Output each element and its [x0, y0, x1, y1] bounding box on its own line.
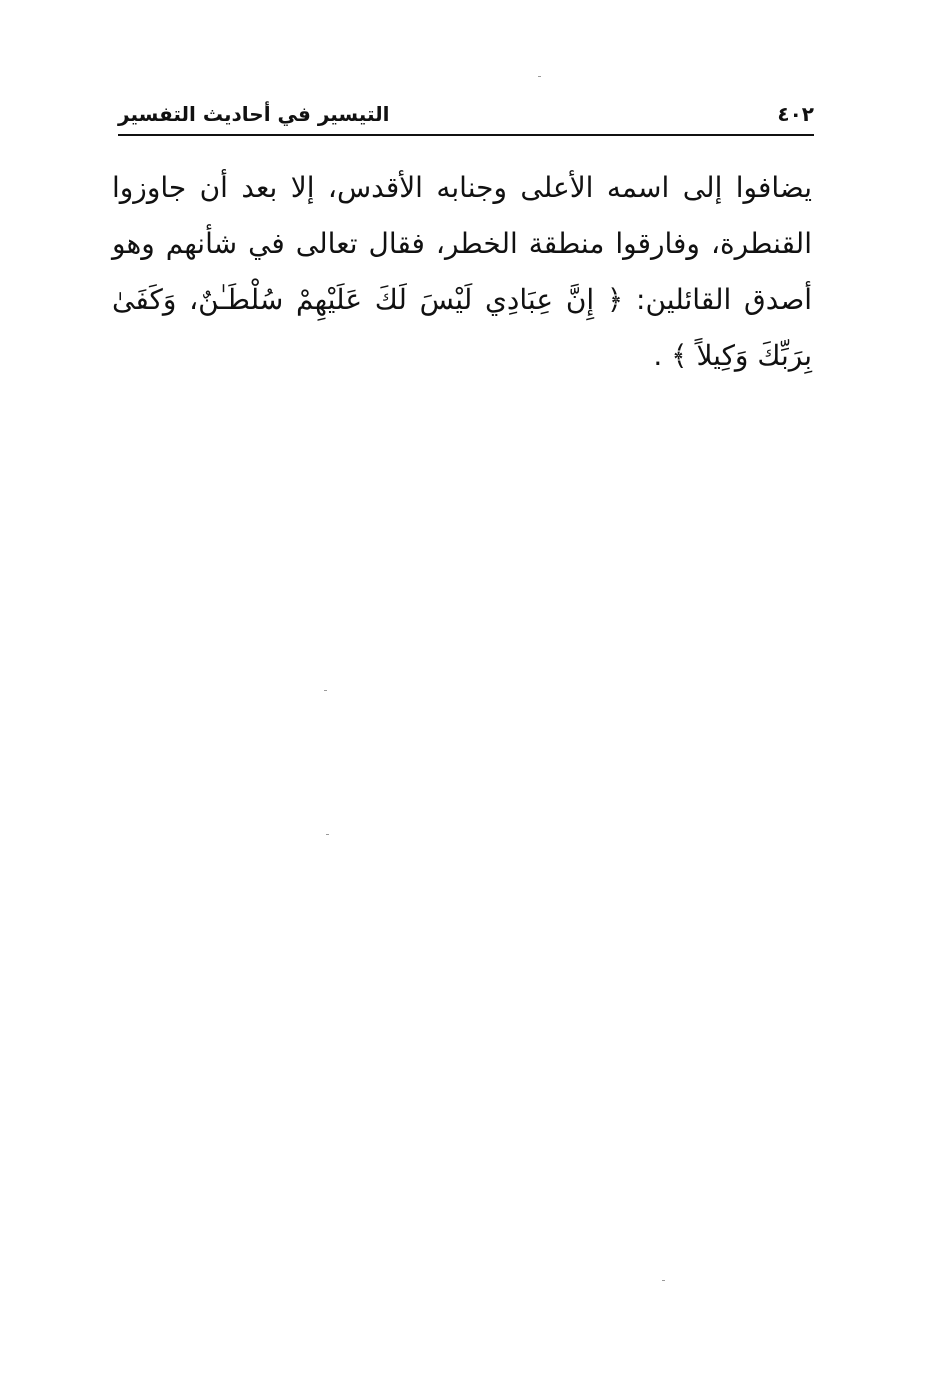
page-number: ٤٠٢	[777, 102, 814, 126]
end-punctuation: .	[653, 339, 672, 372]
prose-text: يضافوا إلى اسمه الأعلى وجنابه الأقدس، إلا بعد أن جاوزوا القنطرة، وفارقوا منطقة الخطر، فقال تعالى في شأنهم وهو أصدق القائلين:	[112, 171, 812, 316]
scan-speck	[324, 690, 327, 691]
scan-speck	[662, 1280, 665, 1281]
running-header	[118, 98, 814, 134]
body-paragraph	[112, 160, 812, 384]
quran-verse: إِنَّ عِبَادِي لَيْسَ لَكَ عَلَيْهِمْ سُلْطَـٰنٌ، وَكَفَىٰ بِرَبِّكَ وَكِيلاً	[112, 283, 812, 372]
scan-speck	[326, 834, 329, 835]
running-title: التيسير في أحاديث التفسير	[118, 102, 390, 126]
verse-open-bracket: ﴿	[606, 283, 624, 316]
header-rule	[118, 134, 814, 136]
scan-speck	[538, 76, 541, 77]
verse-close-bracket: ﴾	[671, 339, 688, 372]
